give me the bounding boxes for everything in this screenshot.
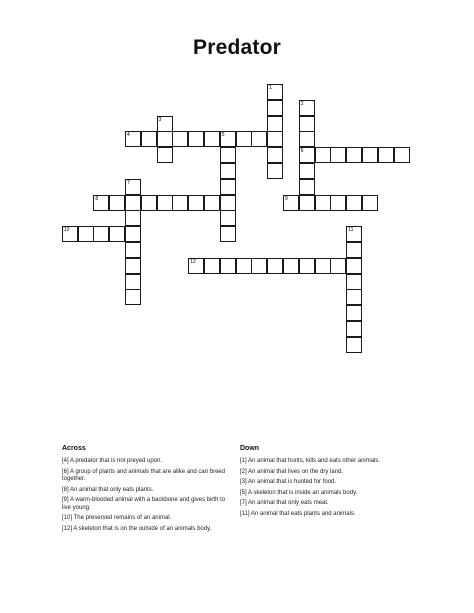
down-clue-list <box>240 458 420 518</box>
grid-cell[interactable] <box>157 147 173 163</box>
grid-cell[interactable] <box>299 116 315 132</box>
grid-cell[interactable] <box>251 258 267 274</box>
grid-cell[interactable] <box>220 179 236 195</box>
grid-cell[interactable] <box>157 195 173 211</box>
grid-cell[interactable] <box>125 179 141 195</box>
grid-cell[interactable] <box>267 258 283 274</box>
grid-cell[interactable] <box>220 210 236 226</box>
grid-cell[interactable] <box>251 131 267 147</box>
grid-cell[interactable] <box>220 131 236 147</box>
grid-cell[interactable] <box>109 226 125 242</box>
grid-cell[interactable] <box>204 195 220 211</box>
grid-cell[interactable] <box>157 116 173 132</box>
grid-cell[interactable] <box>125 195 141 211</box>
grid-cell[interactable] <box>141 131 157 147</box>
grid-cell[interactable] <box>346 321 362 337</box>
down-heading: Down <box>240 445 260 452</box>
grid-cell[interactable] <box>157 131 173 147</box>
down-clue: [11] An animal that eats plants and animals. <box>240 510 356 517</box>
grid-cell[interactable] <box>125 274 141 290</box>
grid-cell[interactable] <box>346 258 362 274</box>
grid-cell[interactable] <box>346 147 362 163</box>
grid-cell[interactable] <box>236 131 252 147</box>
page-title: Predator <box>193 36 281 59</box>
grid-cell[interactable] <box>93 226 109 242</box>
grid-cell[interactable] <box>125 226 141 242</box>
grid-cell[interactable] <box>283 195 299 211</box>
grid-cell[interactable] <box>346 226 362 242</box>
grid-cell[interactable] <box>346 337 362 353</box>
grid-cell[interactable] <box>346 195 362 211</box>
down-clue: [7] An animal that only eats meat. <box>240 500 329 506</box>
grid-cell[interactable] <box>125 242 141 258</box>
grid-cell[interactable] <box>267 84 283 100</box>
grid-cell[interactable] <box>78 226 94 242</box>
down-clue: [5] A skeleton that is inside an animals body. <box>240 489 358 496</box>
grid-cell[interactable] <box>378 147 394 163</box>
down-clue: [1] An animal that hunts, kills and eats other animals. <box>240 458 381 464</box>
grid-cell[interactable] <box>394 147 410 163</box>
grid-cell[interactable] <box>188 195 204 211</box>
across-clue: [8] An animal that only eats plants. <box>62 486 154 493</box>
grid-cell[interactable] <box>299 100 315 116</box>
grid-cell[interactable] <box>236 258 252 274</box>
grid-cell[interactable] <box>283 258 299 274</box>
clue-number: 3 <box>158 116 162 123</box>
grid-cell[interactable] <box>220 258 236 274</box>
grid-cell[interactable] <box>125 210 141 226</box>
grid-cell[interactable] <box>172 195 188 211</box>
grid-cell[interactable] <box>267 116 283 132</box>
grid-cell[interactable] <box>299 258 315 274</box>
across-heading: Across <box>62 445 86 452</box>
down-clue: [2] An animal that lives on the dry land. <box>240 468 344 475</box>
grid-cell[interactable] <box>125 289 141 305</box>
across-clue: [6] A group of plants and animals that are alike and can breed together. <box>62 468 226 482</box>
grid-cell[interactable] <box>204 131 220 147</box>
grid-cell[interactable] <box>220 163 236 179</box>
grid-cell[interactable] <box>172 131 188 147</box>
grid-cell[interactable] <box>299 131 315 147</box>
grid-cell[interactable] <box>125 258 141 274</box>
grid-cell[interactable] <box>346 242 362 258</box>
grid-cell[interactable] <box>299 147 315 163</box>
clue-number: 9 <box>285 195 288 202</box>
grid-cell[interactable] <box>362 147 378 163</box>
clue-number: 2 <box>300 100 304 107</box>
across-clue: [9] A warm-blooded animal with a backbone and gives birth to live young. <box>62 497 226 511</box>
across-clue: [4] A predator that is not preyed upon. <box>62 458 163 464</box>
clue-number: 7 <box>127 179 130 186</box>
grid-cell[interactable] <box>346 289 362 305</box>
grid-cell[interactable] <box>267 100 283 116</box>
grid-cell[interactable] <box>141 195 157 211</box>
across-clue: [10] The preserved remains of an animal. <box>62 515 172 521</box>
clue-number: 6 <box>300 148 304 155</box>
grid-cell[interactable] <box>62 226 78 242</box>
grid-cell[interactable] <box>315 195 331 211</box>
grid-cell[interactable] <box>220 147 236 163</box>
grid-cell[interactable] <box>299 195 315 211</box>
clue-number: 12 <box>190 258 196 265</box>
grid-cell[interactable] <box>125 131 141 147</box>
grid-cell[interactable] <box>109 195 125 211</box>
grid-cell[interactable] <box>330 147 346 163</box>
grid-cell[interactable] <box>299 179 315 195</box>
grid-cell[interactable] <box>93 195 109 211</box>
grid-cell[interactable] <box>330 195 346 211</box>
grid-cell[interactable] <box>346 274 362 290</box>
clue-number: 4 <box>127 132 130 139</box>
grid-cell[interactable] <box>204 258 220 274</box>
grid-cell[interactable] <box>220 226 236 242</box>
clue-number: 1 <box>269 85 272 91</box>
grid-cell[interactable] <box>315 147 331 163</box>
grid-cell[interactable] <box>315 258 331 274</box>
grid-cell[interactable] <box>267 131 283 147</box>
grid-cell[interactable] <box>220 195 236 211</box>
across-clue: [12] A skeleton that is on the outside of an animals body. <box>62 525 212 532</box>
across-clue-list <box>62 458 234 533</box>
clue-number: 8 <box>95 195 99 202</box>
down-clue: [3] An animal that is hunted for food. <box>240 479 337 485</box>
clue-number: 11 <box>348 227 354 234</box>
grid-cell[interactable] <box>346 305 362 321</box>
grid-cell[interactable] <box>362 195 378 211</box>
grid-cell[interactable] <box>330 258 346 274</box>
grid-cell[interactable] <box>267 147 283 163</box>
across-clues-section <box>62 444 234 536</box>
grid-cell[interactable] <box>267 163 283 179</box>
clue-number: 5 <box>221 132 225 139</box>
grid-cell[interactable] <box>188 258 204 274</box>
down-clues-section <box>240 444 420 521</box>
clue-number: 10 <box>63 227 70 234</box>
grid-cell[interactable] <box>188 131 204 147</box>
grid-cell[interactable] <box>299 163 315 179</box>
